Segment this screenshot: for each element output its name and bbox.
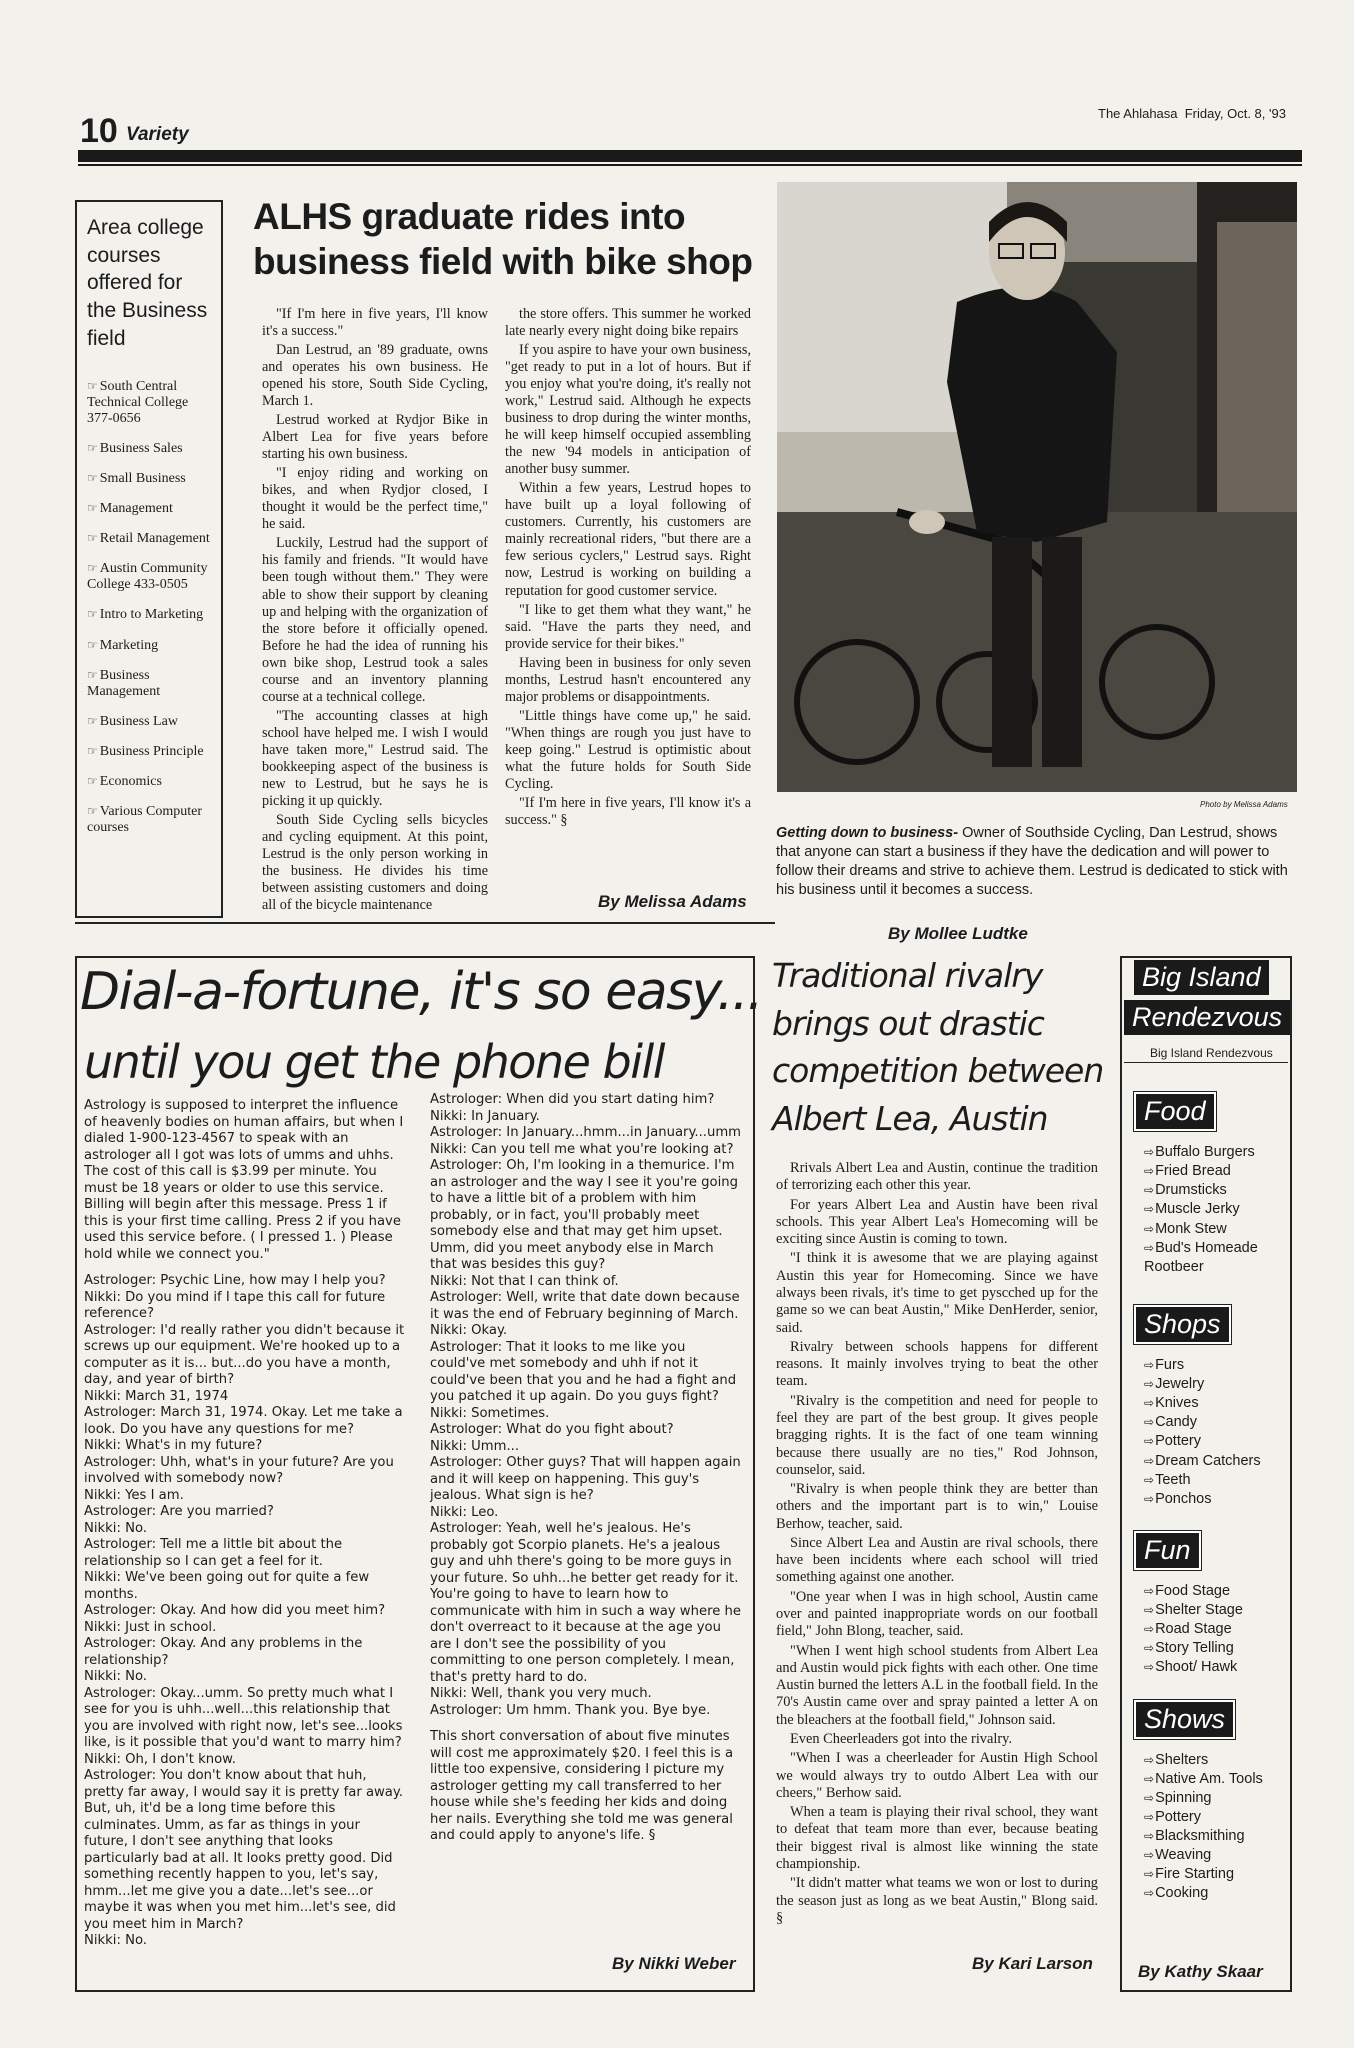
- arrow-icon: ⇨: [1144, 1603, 1155, 1617]
- dialogue-line: Astrologer: In January...hmm...in January...umm: [430, 1125, 742, 1140]
- row-divider: [75, 922, 775, 924]
- arrow-icon: ⇨: [1144, 1809, 1155, 1824]
- dialogue-line: This short conversation of about five minutes will cost me approximately $20. I feel this is a little too expensive, considering I picture my astrologer getting my call transferred to her house while she's feeding her kids and doing her nails. Everything she told me was general and could apply to anyone's life. §: [430, 1729, 734, 1843]
- sidebar-course-item: [87, 638, 217, 654]
- rivalry-paragraph: "It didn't matter what teams we won or lost to during the season just as long as we beat Austin," Blong said. §: [776, 1875, 1098, 1926]
- pointing-hand-icon: ☞: [87, 804, 98, 819]
- course-label: Small Business: [99, 470, 186, 486]
- item-label: Drumsticks: [1155, 1182, 1227, 1199]
- rendezvous-item: [1144, 1770, 1288, 1789]
- section-item-list: [1132, 1356, 1288, 1509]
- rendezvous-item: [1144, 1413, 1288, 1432]
- bike-column-1: [262, 306, 488, 916]
- dialogue-line: Astrologer: Yeah, well he's jealous. He's probably got Scorpio planets. He's a jealous guy and uhh there's going to be more guys in your future. So uhh...he better get ready for it. You're going to have to learn how to communicate with him in such a way where he don't overreact to it because at the age you are I don't see the possibility of you committing to one person completely. I mean, that's pretty hard to do.: [430, 1521, 741, 1685]
- dialogue-line: Astrologer: That it looks to me like you could've met somebody and uhh if not it could've been that you and he had a fight and you patched it up again. Do you guys fight?: [430, 1339, 737, 1404]
- dialogue-line: Astrologer: Um hmm. Thank you. Bye bye.: [430, 1702, 711, 1718]
- dialogue-line: Astrologer: Psychic Line, how may I help you?: [84, 1273, 386, 1288]
- arrow-icon: ⇨: [1144, 1202, 1155, 1217]
- item-label: Fire Starting: [1155, 1866, 1235, 1883]
- course-label: Management: [99, 501, 173, 517]
- rivalry-headline-line: Albert Lea, Austin: [772, 1098, 1048, 1138]
- rendezvous-item: [1144, 1432, 1288, 1451]
- item-label: Spinning: [1155, 1789, 1212, 1806]
- arrow-icon: ⇨: [1144, 1752, 1155, 1767]
- rivalry-paragraph: When a team is playing their rival school, they want to defeat that team more than ever, because beating their biggest rival is almost like winning the state championship.: [776, 1804, 1098, 1872]
- sidebar-list: [87, 379, 217, 837]
- rendezvous-item: [1144, 1181, 1288, 1200]
- dialogue-line: Nikki: Sometimes.: [430, 1405, 550, 1421]
- item-label: Candy: [1155, 1414, 1197, 1431]
- item-label: Ponchos: [1155, 1490, 1212, 1507]
- fortune-headline-2: until you get the phone bill: [84, 1035, 665, 1089]
- rendezvous-item: [1144, 1356, 1288, 1375]
- header-rule-thin: [78, 164, 1302, 166]
- item-label: Story Telling: [1155, 1640, 1234, 1657]
- item-label: Jewelry: [1155, 1376, 1205, 1392]
- rendezvous-item: [1144, 1601, 1288, 1620]
- pointing-hand-icon: ☞: [87, 713, 98, 728]
- sidebar-course-item: [87, 561, 217, 593]
- arrow-icon: ⇨: [1144, 1660, 1155, 1675]
- sidebar-course-item: [87, 774, 217, 790]
- section-heading: Food: [1134, 1092, 1216, 1131]
- pointing-hand-icon: ☞: [87, 378, 98, 393]
- sidebar-course-item: [87, 804, 217, 836]
- section-heading: Shows: [1134, 1700, 1235, 1739]
- arrow-icon: ⇨: [1144, 1491, 1155, 1506]
- dialogue-line: Astrologer: I'd really rather you didn't because it screws up our equipment. We're hooked up to a computer as it is... but...do you have a month, day, and year of birth?: [84, 1322, 405, 1387]
- item-label: Muscle Jerky: [1155, 1201, 1240, 1218]
- dialogue-line: Nikki: No.: [84, 1520, 147, 1536]
- arrow-icon: ⇨: [1144, 1771, 1155, 1786]
- dialogue-line: Nikki: We've been going out for quite a few months.: [84, 1570, 370, 1602]
- arrow-icon: ⇨: [1144, 1145, 1155, 1159]
- rivalry-paragraph: Even Cheerleaders got into the rivalry.: [790, 1731, 1013, 1747]
- dialogue-line: Nikki: Leo.: [430, 1504, 499, 1520]
- rendezvous-item: [1144, 1808, 1288, 1827]
- pointing-hand-icon: ☞: [87, 607, 98, 622]
- dialogue-line: Astrologer: Okay. And any problems in the relationship?: [84, 1636, 363, 1668]
- rivalry-paragraph: "Rivalry is the competition and need for people to feel they are part of the best group. It gives people bragging rights. It is the fact of one team winning because there usually are no ties," Rod Johnson, counselor, said.: [776, 1392, 1098, 1478]
- item-label: Monk Stew: [1155, 1220, 1227, 1237]
- sidebar-course-item: [87, 531, 217, 547]
- rivalry-paragraph: "I think it is awesome that we are playing against Austin this year for Homecoming. Since we have always been rivals, it's time to get pyscched up for the game so we can beat Austin," Mike DenHerder, senior, said.: [776, 1250, 1098, 1336]
- sidebar-course-item: [87, 744, 217, 760]
- dialogue-line: Nikki: March 31, 1974: [84, 1388, 229, 1404]
- item-label: Weaving: [1155, 1847, 1212, 1864]
- bike-shop-photo: [777, 182, 1297, 792]
- rivalry-byline-top: By Mollee Ludtke: [888, 924, 1028, 943]
- dialogue-line: Astrologer: When did you start dating him?: [430, 1092, 715, 1107]
- bike-column-2: [505, 306, 751, 831]
- item-label: Bud's Homeade Rootbeer: [1144, 1239, 1258, 1275]
- bike-paragraph: Within a few years, Lestrud hopes to have built up a loyal following of customers. Currently, his customers are mainly recreational riders, "but there are a few serious cyclers," Lestrud says. Right now, Lestrud is working on building a reputation for good customer service.: [505, 480, 751, 599]
- dialogue-line: Astrologer: Okay...umm. So pretty much what I see for you is uhh...well...this relationship that you are involved with right now, let's see...looks like, is it possible that you'd want to marry him?: [84, 1685, 403, 1750]
- bike-paragraph: Luckily, Lestrud had the support of his family and friends. "It would have been tough without them." They were able to show their support by cleaning up and helping with the organization of the store before it officially opened. Before he had the idea of running his own bike shop, Lestrud took a sales course and an inventory planning course at a technical college.: [262, 535, 488, 705]
- item-label: Shelter Stage: [1155, 1602, 1243, 1618]
- arrow-icon: ⇨: [1144, 1164, 1155, 1179]
- dialogue-line: Nikki: Umm...: [430, 1438, 520, 1454]
- arrow-icon: ⇨: [1144, 1240, 1155, 1255]
- arrow-icon: ⇨: [1144, 1377, 1155, 1391]
- section-item-list: [1132, 1751, 1288, 1904]
- section-heading: Shops: [1134, 1305, 1231, 1344]
- rivalry-paragraph: Rivalry between schools happens for different reasons. It mainly involves trying to beat the other team.: [776, 1338, 1098, 1390]
- rendezvous-item: [1144, 1846, 1288, 1865]
- sidebar-course-item: [87, 668, 217, 700]
- rivalry-headline-line: Traditional rivalry: [772, 956, 1043, 995]
- rendezvous-item: [1144, 1220, 1288, 1239]
- arrow-icon: ⇨: [1144, 1453, 1155, 1468]
- arrow-icon: ⇨: [1144, 1790, 1155, 1805]
- rendezvous-item: [1144, 1375, 1288, 1394]
- bike-paragraph: If you aspire to have your own business, "get ready to put in a lot of hours. But if you enjoy what you're doing, it's really not work," Lestrud said. Although he expects business to drop during the winter months, he will keep himself occupied assembling the new '94 models in anticipation of another busy summer.: [505, 342, 751, 478]
- course-label: South Central Technical College 377-0656: [87, 378, 189, 426]
- rendezvous-item: [1144, 1143, 1288, 1162]
- course-label: Various Computer courses: [87, 804, 203, 836]
- sidebar-title: Area college courses offered for the Business field: [87, 216, 208, 350]
- bike-paragraph: "Little things have come up," he said. "When things are rough you just have to keep going." Lestrud is optimistic about what the future holds for South Side Cycling.: [505, 707, 751, 792]
- dialogue-line: Nikki: Yes I am.: [84, 1487, 184, 1503]
- rivalry-paragraph: Since Albert Lea and Austin are rival schools, there have been incidents where each school will tried something against one another.: [776, 1534, 1098, 1586]
- rendezvous-section: [1132, 1700, 1288, 1904]
- page-number: 10: [80, 112, 118, 150]
- dialogue-line: Astrologer: Tell me a little bit about the relationship so I can get a feel for it.: [84, 1537, 343, 1569]
- pointing-hand-icon: ☞: [87, 774, 98, 788]
- rendezvous-section: [1132, 1531, 1288, 1678]
- course-label: Retail Management: [99, 531, 210, 547]
- rivalry-paragraph: "Rivalry is when people think they are better than others and the important part is to win," Louise Berhow, teacher, said.: [776, 1481, 1098, 1532]
- photo-credit: Photo by Melissa Adams: [1200, 800, 1288, 809]
- photo-caption: [776, 824, 1298, 899]
- course-label: Business Management: [87, 667, 161, 699]
- bike-headline: ALHS graduate rides into business field with bike shop: [253, 196, 753, 283]
- dialogue-line: Astrology is supposed to interpret the influence of heavenly bodies on human affairs, but when I dialed 1-900-123-4567 to speak with an astrologer all I got was lots of umms and uhhs. The cost of this call is $3.99 per minute. You must be 18 years or older to use this service. Billing will begin after this message. Press 1 if this is your first time calling. Press 2 if you have used this service before. ( I pressed 1. ) Please hold while we connect you.": [84, 1098, 404, 1262]
- pointing-hand-icon: ☞: [87, 743, 98, 758]
- dialogue-line: Astrologer: Well, write that date down because it was the end of February beginning of March.: [430, 1290, 740, 1322]
- item-label: Cooking: [1155, 1885, 1209, 1902]
- rivalry-headline: [772, 952, 1122, 1142]
- pointing-hand-icon: ☞: [87, 637, 98, 652]
- course-label: Business Principle: [99, 743, 204, 759]
- arrow-icon: ⇨: [1144, 1848, 1155, 1863]
- dialogue-line: Nikki: No.: [84, 1933, 147, 1948]
- rendezvous-item: [1144, 1452, 1288, 1471]
- dialogue-line: Astrologer: Uhh, what's in your future? Are you involved with somebody now?: [84, 1454, 394, 1486]
- section-heading: Fun: [1134, 1531, 1201, 1570]
- section-item-list: [1132, 1582, 1288, 1678]
- dialogue-line: Astrologer: March 31, 1974. Okay. Let me take a look. Do you have any questions for me?: [84, 1405, 403, 1437]
- bike-paragraph: the store offers. This summer he worked late nearly every night doing bike repairs: [505, 306, 751, 340]
- dialogue-line: Astrologer: Oh, I'm looking in a themurice. I'm an astrologer and the way I see it you're going to have a little bit of a problem with him probably, or in fact, you'll probably meet somebody else and that may get him upset. Umm, did you meet anybody else in March that was besides this guy?: [430, 1158, 739, 1272]
- dialogue-line: Astrologer: Are you married?: [84, 1504, 274, 1519]
- rivalry-paragraph: Rrivals Albert Lea and Austin, continue the tradition of terrorizing each other this year.: [776, 1160, 1098, 1194]
- rendezvous-item: [1144, 1471, 1288, 1490]
- dialogue-line: Astrologer: Other guys? That will happen again and it will keep on happening. This guy's jealous. What sign is he?: [430, 1455, 741, 1503]
- arrow-icon: ⇨: [1144, 1886, 1155, 1901]
- rendezvous-item: [1144, 1582, 1288, 1601]
- dialogue-line: Nikki: Okay.: [430, 1323, 508, 1338]
- paragraph-gap: [84, 1263, 406, 1273]
- arrow-icon: ⇨: [1144, 1472, 1155, 1487]
- item-label: Buffalo Burgers: [1155, 1144, 1255, 1160]
- big-island-byline: By Kathy Skaar: [1138, 1962, 1263, 1981]
- caption-text: Owner of Southside Cycling, Dan Lestrud, shows that anyone can start a business if they have the dedication and will power to follow their dreams and strive to achieve them. Lestrud is dedicated to stick with his business until it becomes a success.: [776, 825, 1288, 898]
- item-label: Shoot/ Hawk: [1155, 1659, 1238, 1676]
- pointing-hand-icon: ☞: [87, 561, 98, 576]
- arrow-icon: ⇨: [1144, 1183, 1155, 1198]
- course-label: Economics: [99, 774, 162, 789]
- rendezvous-item: [1144, 1490, 1288, 1509]
- course-label: Business Law: [99, 713, 178, 729]
- item-label: Native Am. Tools: [1155, 1770, 1263, 1787]
- sidebar-course-item: [87, 379, 217, 427]
- item-label: Fried Bread: [1155, 1163, 1231, 1180]
- arrow-icon: ⇨: [1144, 1434, 1155, 1449]
- bike-paragraph: "If I'm here in five years, I'll know it's a success." §: [505, 794, 751, 828]
- pointing-hand-icon: ☞: [87, 531, 98, 546]
- section-item-list: [1132, 1143, 1288, 1277]
- bike-byline: By Melissa Adams: [598, 892, 747, 911]
- dialogue-line: Nikki: No.: [84, 1669, 147, 1684]
- big-island-subtitle-rule: [1124, 1062, 1288, 1063]
- rendezvous-item: [1144, 1789, 1288, 1808]
- arrow-icon: ⇨: [1144, 1622, 1155, 1637]
- rendezvous-item: [1144, 1620, 1288, 1639]
- dialogue-line: Nikki: In January.: [430, 1108, 540, 1124]
- item-label: Furs: [1155, 1356, 1185, 1373]
- pointing-hand-icon: ☞: [87, 440, 98, 455]
- rendezvous-section: [1132, 1092, 1288, 1277]
- dialogue-line: Nikki: Do you mind if I tape this call for future reference?: [84, 1289, 386, 1321]
- dialogue-line: Nikki: Oh, I don't know.: [84, 1751, 236, 1767]
- courses-sidebar: [75, 200, 223, 918]
- sidebar-course-item: [87, 501, 217, 517]
- arrow-icon: ⇨: [1144, 1641, 1155, 1656]
- rendezvous-item: [1144, 1639, 1288, 1658]
- bike-paragraph: "The accounting classes at high school have helped me. I wish I would have taken more," Lestrud said. The bookkeeping aspect of the business is new to Lestrud, but he says he is picking it up quickly.: [262, 707, 488, 809]
- fortune-column-1: [84, 1098, 406, 1950]
- arrow-icon: ⇨: [1144, 1829, 1155, 1843]
- bike-paragraph: "I enjoy riding and working on bikes, and when Rydjor closed, I thought it would be the perfect time," he said.: [262, 465, 488, 533]
- arrow-icon: ⇨: [1144, 1415, 1155, 1430]
- rendezvous-section: [1132, 1305, 1288, 1509]
- dialogue-line: Astrologer: Okay. And how did you meet him?: [84, 1603, 386, 1618]
- rivalry-paragraph: "When I was a cheerleader for Austin High School we would always try to outdo Albert Lea with our cheers," Berhow said.: [776, 1750, 1098, 1801]
- caption-lead: Getting down to business-: [776, 825, 959, 841]
- rendezvous-item: [1144, 1865, 1288, 1884]
- paper-info: The Ahlahasa Friday, Oct. 8, '93: [1098, 106, 1286, 121]
- course-label: Marketing: [99, 637, 159, 653]
- dialogue-line: Astrologer: What do you fight about?: [430, 1422, 674, 1437]
- item-label: Dream Catchers: [1155, 1452, 1261, 1469]
- dialogue-line: Nikki: Not that I can think of.: [430, 1273, 619, 1289]
- sidebar-course-item: [87, 607, 217, 623]
- section-name: Variety: [126, 124, 189, 145]
- course-label: Business Sales: [99, 440, 183, 456]
- big-island-subtitle: Big Island Rendezvous: [1150, 1046, 1273, 1060]
- bike-paragraph: Lestrud worked at Rydjor Bike in Albert Lea for five years before starting his own business.: [262, 412, 488, 463]
- fortune-column-2: [430, 1092, 744, 1845]
- rivalry-headline-line: competition between: [772, 1051, 1104, 1091]
- item-label: Pottery: [1155, 1433, 1201, 1450]
- rivalry-paragraph: For years Albert Lea and Austin have been rival schools. This year Albert Lea's Homecoming will be exciting since Austin is coming to town.: [776, 1196, 1098, 1248]
- rivalry-paragraph: "When I went high school students from Albert Lea and Austin would pick fights with each other. One time Austin burned the letters A.L in the football field. In the 70's Austin came over and spray painted a letter A on the bleachers at the football field," Johnson said.: [776, 1642, 1098, 1728]
- course-label: Austin Community College 433-0505: [87, 561, 208, 593]
- item-label: Knives: [1155, 1395, 1199, 1412]
- rivalry-byline: By Kari Larson: [972, 1954, 1093, 1973]
- item-label: Pottery: [1155, 1808, 1201, 1825]
- pointing-hand-icon: ☞: [87, 667, 98, 682]
- header-rule: [78, 150, 1302, 162]
- arrow-icon: ⇨: [1144, 1867, 1155, 1882]
- pointing-hand-icon: ☞: [87, 501, 98, 516]
- bike-paragraph: Dan Lestrud, an '89 graduate, owns and operates his own business. He opened his store, South Side Cycling, March 1.: [262, 342, 488, 410]
- big-island-sections: [1132, 1092, 1288, 1904]
- dialogue-line: Nikki: Well, thank you very much.: [430, 1686, 652, 1701]
- item-label: Shelters: [1155, 1751, 1209, 1768]
- rendezvous-item: [1144, 1394, 1288, 1413]
- arrow-icon: ⇨: [1144, 1396, 1155, 1411]
- rendezvous-item: [1144, 1239, 1288, 1277]
- rendezvous-item: [1144, 1884, 1288, 1903]
- paragraph-gap: [430, 1719, 744, 1729]
- rivalry-paragraph: "One year when I was in high school, Austin came over and painted inappropriate words on our football field," John Blong, teacher, said.: [776, 1588, 1098, 1640]
- bike-paragraph: "If I'm here in five years, I'll know it's a success.": [262, 306, 488, 340]
- fortune-byline: By Nikki Weber: [612, 1954, 736, 1973]
- sidebar-course-item: [87, 714, 217, 730]
- rendezvous-item: [1144, 1658, 1288, 1677]
- bike-paragraph: "I like to get them what they want," he said. "Have the parts they need, and provide service for their bikes.": [505, 601, 751, 652]
- arrow-icon: ⇨: [1144, 1221, 1155, 1236]
- photo-illustration: [777, 182, 1297, 792]
- sidebar-course-item: [87, 441, 217, 457]
- dialogue-line: Nikki: Just in school.: [84, 1619, 217, 1635]
- item-label: Food Stage: [1155, 1582, 1231, 1599]
- bike-paragraph: Having been in business for only seven months, Lestrud hasn't encountered any major problems or disappointments.: [505, 654, 751, 705]
- arrow-icon: ⇨: [1144, 1357, 1155, 1372]
- pointing-hand-icon: ☞: [87, 470, 98, 485]
- item-label: Blacksmithing: [1155, 1828, 1245, 1844]
- course-label: Intro to Marketing: [99, 607, 204, 623]
- dialogue-line: Nikki: What's in my future?: [84, 1438, 263, 1453]
- rendezvous-item: [1144, 1751, 1288, 1770]
- item-label: Teeth: [1155, 1471, 1191, 1488]
- dialogue-line: Nikki: Can you tell me what you're looking at?: [430, 1141, 734, 1157]
- rivalry-body: [776, 1160, 1098, 1929]
- dialogue-line: Astrologer: You don't know about that huh, pretty far away, I would say it is pretty far away. But, uh, it'd be a long time before this culminates. Umm, as far as things in your future, I don't see anything that looks particularly bad at all. It looks pretty good. Did something recently happen to you, let's say, hmm...let me give you a date...let's see...or maybe it was when you met him...let's see, did you meet him in March?: [84, 1768, 404, 1932]
- rivalry-headline-line: brings out drastic: [772, 1003, 1044, 1043]
- sidebar-course-item: [87, 471, 217, 487]
- rendezvous-item: [1144, 1827, 1288, 1846]
- big-island-title-1: Big Island: [1134, 960, 1269, 995]
- rendezvous-item: [1144, 1200, 1288, 1219]
- arrow-icon: ⇨: [1144, 1583, 1155, 1598]
- rendezvous-item: [1144, 1162, 1288, 1181]
- fortune-headline-1: Dial-a-fortune, it's so easy...: [80, 962, 763, 1022]
- big-island-title-2: Rendezvous: [1124, 1000, 1290, 1035]
- bike-paragraph: South Side Cycling sells bicycles and cycling equipment. At this point, Lestrud is the only person working in the business. He divides his time between assisting customers and doing all of the bicycle maintenance: [262, 811, 488, 914]
- item-label: Road Stage: [1155, 1621, 1232, 1638]
